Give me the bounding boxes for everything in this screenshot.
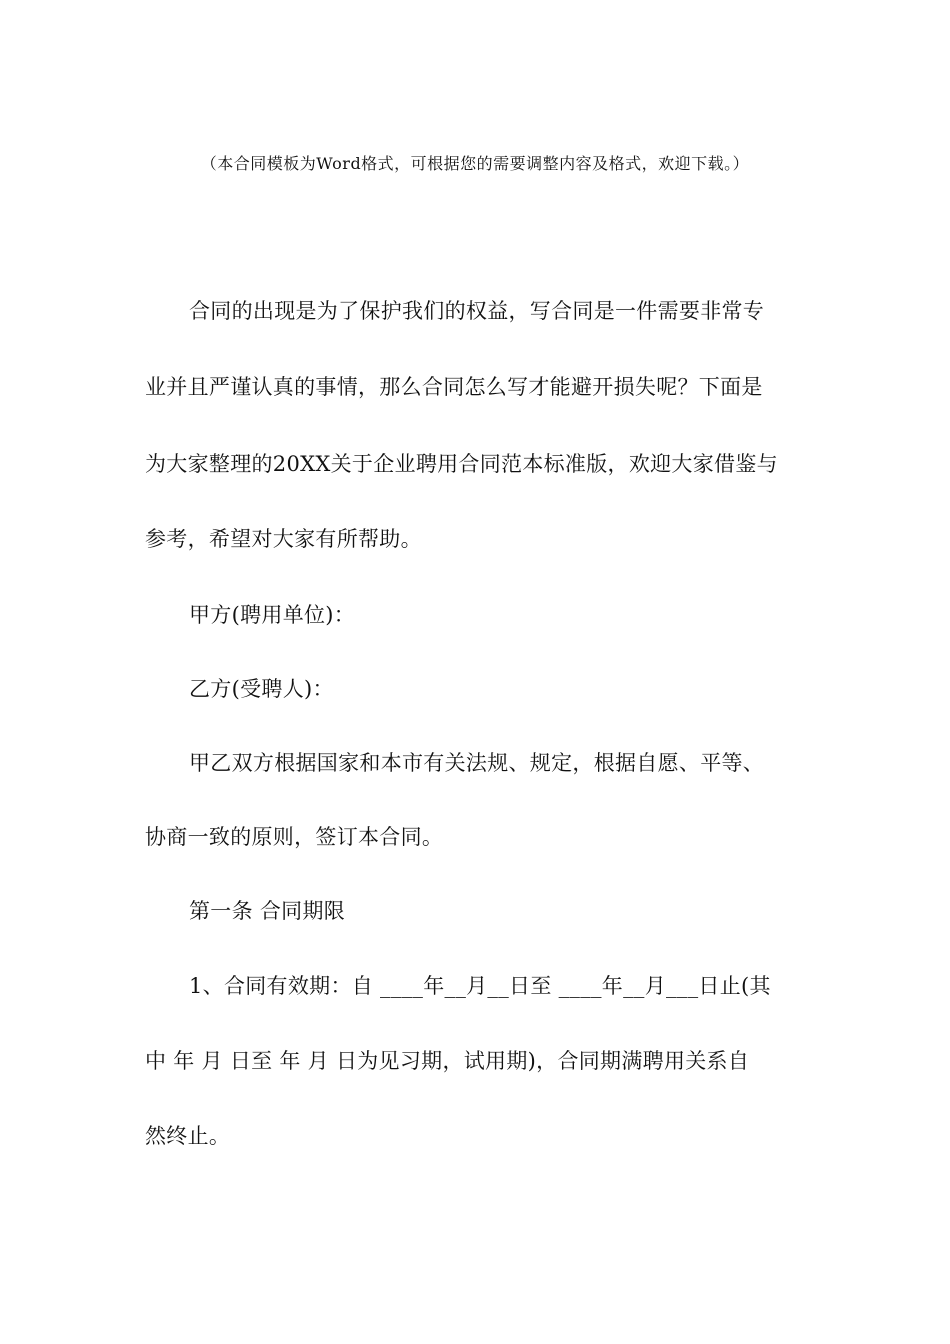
agreement-paragraph-line-1: 甲乙双方根据国家和本市有关法规、规定，根据自愿、平等、 [189, 751, 765, 775]
term-clause-line-3: 然终止。 [145, 1124, 231, 1148]
intro-paragraph-line-3: 为大家整理的20XX关于企业聘用合同范本标准版，欢迎大家借鉴与 [145, 452, 778, 476]
term-clause-line-2: 中 年 月 日至 年 月 日为见习期，试用期)，合同期满聘用关系自 [145, 1049, 750, 1073]
party-b-line: 乙方(受聘人)： [189, 677, 334, 701]
intro-paragraph-line-2: 业并且严谨认真的事情，那么合同怎么写才能避开损失呢？下面是 [145, 375, 763, 399]
agreement-paragraph-line-2: 协商一致的原则，签订本合同。 [145, 825, 444, 849]
intro-paragraph-line-4: 参考，希望对大家有所帮助。 [145, 527, 422, 551]
template-note: （本合同模板为Word格式，可根据您的需要调整内容及格式，欢迎下载。） [200, 154, 750, 173]
party-a-line: 甲方(聘用单位)： [189, 603, 356, 627]
article-1-heading: 第一条 合同期限 [189, 899, 346, 923]
intro-paragraph-line-1: 合同的出现是为了保护我们的权益，写合同是一件需要非常专 [189, 299, 765, 323]
term-clause-line-1: 1、合同有效期：自 ____年__月__日至 ____年__月___日止(其 [189, 974, 771, 998]
